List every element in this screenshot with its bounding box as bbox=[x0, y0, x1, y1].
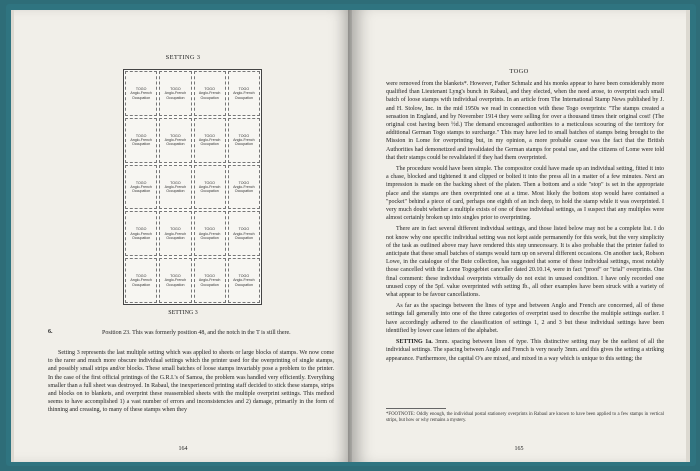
stamp-overprint-line: Anglo-French bbox=[164, 91, 187, 96]
stamp-overprint-line: TOGO bbox=[238, 87, 250, 92]
stamp-overprint-line: Occupation bbox=[132, 189, 151, 194]
right-paragraph-1: were removed from the blankets*. However, Father Schmalz and his monks appear to have been considerably more qualified than Lieutenant Lyng's bunch in Rabaul, and they elected, when the need arose, to overprint each small batch of loose stamps with individual overprints. In an article from The International Stamp News published by J. and H. Stolow, Inc. in the mid 1950s we read in connection with these Togo overprints: "The stamps created a sensation in England, and by November 1914 they were selling for over a thousand times their original cost! (The original cost having been ½d.) The demand encouraged authorities to a meticulous scouring of the territory for additional German Togo stamps to surcharge." This may have led to small batches of stamps being brought to the Mission in Lome for overprinting but, in my opinion, a more probable cause was the fact that the British Authorities had demonetized and invalidated the German stamps for postal use, and the citizens of Lome were told that their stamps could be revalidated if they had them overprinted. bbox=[386, 81, 664, 161]
stamp bbox=[125, 165, 157, 210]
left-page-number: 164 bbox=[178, 446, 188, 452]
stamp-overprint-line: Anglo-French bbox=[233, 278, 255, 283]
stamp-overprint-line: Occupation bbox=[166, 95, 185, 100]
stamp-overprint-line: Occupation bbox=[166, 235, 185, 240]
stamp-overprint-line: Anglo-French bbox=[198, 231, 221, 236]
stamp-overprint-line: Anglo-French bbox=[233, 138, 255, 143]
stamp bbox=[228, 71, 260, 116]
stamp bbox=[125, 71, 157, 116]
stamp-overprint-line: TOGO bbox=[238, 227, 250, 232]
stamp-overprint-line: Occupation bbox=[132, 142, 151, 147]
stamp-overprint-line: Anglo-French bbox=[233, 91, 255, 96]
stamp-overprint-line: TOGO bbox=[135, 133, 147, 138]
left-paragraph: Setting 3 represents the last multiple setting which was applied to sheets or large blocks of stamps. We now come to the rarer and much more obscure individual settings which the printer used for the overprinting of single stamps, and possibly small strips and/or blocks. These small batches of loose stamps invariably pose a problem to the printer. In the case of the first official printings of the G.R.I.'s of Samoa, the problem was handled very efficiently. Everything smaller than a full sheet was destroyed. In Rabaul, the inexperienced printing staff decided to stick these stamps, strips and blocks on to blankets, and overprint these reassembled sheets with the multiple overprint settings. This method seems to have accomplished 1) a vast number of errors and inconsistencies and 2) damage, primarily in the form of thinning and creasing, to many of these stamps when they bbox=[48, 350, 334, 414]
right-page-edges bbox=[686, 10, 690, 462]
stamp bbox=[228, 258, 260, 303]
stamp-overprint-line: Occupation bbox=[200, 282, 219, 287]
stamp bbox=[125, 211, 157, 256]
stamp-overprint-line: Anglo-French bbox=[164, 138, 187, 143]
right-paragraph-3: There are in fact several different individual settings, and those listed below may not be a complete list. I do not know why one specific individual setting was not kept aside permanently for this work, but the very simplicity of the task as outlined above may have rendered this step unnecessary. It is also probable that the printer failed to anticipate that these small batches of stamps would turn up on several different occasions. On another tack, Robson Lowe, in the catalogue of the Bute collection, has suggested that some of these individual settings, most notably those cancelled with the Lome Togogebiet canceller dated 20.10.14, were in fact "proof" or "trial" overprints. One final comment: these individual overprints virtually do not exist in unused condition. I have only recorded one unused copy of the 5pf. value overprinted with setting Ib., all other examples have been struck with a variety of what appear to be favour cancellations. bbox=[386, 226, 664, 299]
stamp-overprint-line: Anglo-French bbox=[198, 278, 221, 283]
footnote-rule bbox=[386, 408, 446, 409]
stamp-overprint-line: Anglo-French bbox=[198, 91, 221, 96]
stamp-overprint-line: Occupation bbox=[200, 189, 219, 194]
stamp-overprint-line: Occupation bbox=[200, 95, 219, 100]
stamp-overprint-line: Occupation bbox=[234, 189, 253, 194]
right-page bbox=[352, 10, 686, 462]
right-page-header: TOGO bbox=[509, 68, 529, 75]
stamp bbox=[194, 165, 226, 210]
stamp-overprint-line: TOGO bbox=[204, 87, 215, 92]
stamp bbox=[194, 211, 226, 256]
left-body-text bbox=[48, 349, 334, 418]
stamp-overprint-line: Anglo-French bbox=[130, 184, 152, 189]
setting-text: 3mm. spacing between lines of type. This distinctive setting may be the earliest of all the individual settings. The spacing between Anglo and French is very nearly 3mm. and this gives the setting a striking appearance. Furthermore, the capital O's are mixed, and mixed in a way which is unique to this setting; the bbox=[386, 339, 665, 362]
stamp-overprint-line: Anglo-French bbox=[164, 278, 187, 283]
stamp-overprint-line: TOGO bbox=[135, 227, 147, 232]
item-number: 6. bbox=[48, 329, 53, 335]
footnote: *FOOTNOTE: Oddly enough, the individual postal stationery overprints in Rabaul are known to have been applied to a few stamps in vertical strips, but how or why remains a mystery. bbox=[386, 412, 664, 423]
stamp-overprint-line: Anglo-French bbox=[198, 138, 221, 143]
stamp-overprint-line: Anglo-French bbox=[130, 278, 152, 283]
stamp-overprint-line: Occupation bbox=[200, 235, 219, 240]
left-page-header: SETTING 3 bbox=[165, 54, 201, 61]
stamp bbox=[159, 165, 191, 210]
stamp-overprint-line: TOGO bbox=[204, 180, 215, 185]
left-page bbox=[14, 10, 352, 462]
stamp bbox=[228, 165, 260, 210]
stamp-overprint-line: Occupation bbox=[132, 235, 151, 240]
stamp bbox=[194, 258, 226, 303]
stamp-overprint-line: TOGO bbox=[204, 133, 215, 138]
stamp-overprint-line: TOGO bbox=[135, 274, 147, 279]
stamp-overprint-line: TOGO bbox=[204, 227, 215, 232]
stamp-overprint-line: Occupation bbox=[132, 95, 151, 100]
stamp-overprint-line: TOGO bbox=[135, 180, 147, 185]
stamp-overprint-line: Anglo-French bbox=[164, 184, 187, 189]
stamp-overprint-line: Occupation bbox=[166, 142, 185, 147]
item-text: Position 23. This was formerly position 48, and the notch in the T is still there. bbox=[102, 330, 291, 336]
stamp-overprint-line: Occupation bbox=[234, 95, 253, 100]
stamp-overprint-line: TOGO bbox=[238, 180, 250, 185]
stamp bbox=[125, 118, 157, 163]
stamp bbox=[194, 118, 226, 163]
stamp bbox=[228, 211, 260, 256]
right-paragraph-2: The procedure would have been simple. The compositor could have made up an individual setting, fitted it into a chase, blocked and tightened it and clipped or bolted it into the press all in a matter of a few minutes. Next an impression is made on the backing sheet of the platen. Then a bottom and a side "stop" is set in the appropriate place and the stamps are then overprinted one at a time. Most likely the bottom stop would have contained a "pocket" behind a piece of card, perhaps one eighth of an inch deep, to hold the stamp while it was overprinted. I very much doubt whether a multiple exists of one of these individual settings, as I suspect that any multiples were almost certainly broken up into singles prior to overprinting. bbox=[386, 166, 664, 222]
stamp-overprint-line: Occupation bbox=[166, 282, 185, 287]
figure-caption: SETTING 3 bbox=[168, 310, 198, 316]
stamp bbox=[159, 71, 191, 116]
stamp-overprint-line: Anglo-French bbox=[130, 91, 152, 96]
stamp-overprint-line: Anglo-French bbox=[164, 231, 187, 236]
stamp-overprint-line: TOGO bbox=[170, 227, 181, 232]
stamp-overprint-line: Anglo-French bbox=[130, 138, 152, 143]
stamp bbox=[159, 211, 191, 256]
stamp bbox=[228, 118, 260, 163]
stamp-overprint-line: Occupation bbox=[200, 142, 219, 147]
stamp bbox=[194, 71, 226, 116]
stamp-overprint-line: TOGO bbox=[170, 87, 181, 92]
stamp-overprint-line: Occupation bbox=[234, 235, 253, 240]
stamp bbox=[125, 258, 157, 303]
stamp-overprint-line: Anglo-French bbox=[233, 184, 255, 189]
stamp-overprint-line: TOGO bbox=[135, 87, 147, 92]
right-page-number: 165 bbox=[514, 446, 524, 452]
stamp-overprint-line: TOGO bbox=[238, 274, 250, 279]
stamp bbox=[159, 258, 191, 303]
stamp-setting-grid bbox=[123, 69, 262, 305]
stamp-overprint-line: TOGO bbox=[170, 180, 181, 185]
stamp bbox=[159, 118, 191, 163]
right-body-text bbox=[386, 80, 664, 366]
stamp-overprint-line: TOGO bbox=[170, 133, 181, 138]
stamp-overprint-line: Anglo-French bbox=[130, 231, 152, 236]
stamp-overprint-line: Anglo-French bbox=[233, 231, 255, 236]
stamp-overprint-line: TOGO bbox=[170, 274, 181, 279]
stamp-overprint-line: Occupation bbox=[234, 142, 253, 147]
stamp-overprint-line: TOGO bbox=[238, 133, 250, 138]
right-paragraph-4: As far as the spacings between the lines of type and between Anglo and French are concerned, all of these settings fall generally into one of the three categories of overprint used to describe the multiple settings earlier. I have accordingly adhered to the classification of settings 1, 2 and 3 but these individual settings have been identified by lower case letters of the alphabet. bbox=[386, 303, 664, 334]
stamp-overprint-line: Occupation bbox=[234, 282, 253, 287]
stamp-overprint-line: Anglo-French bbox=[198, 184, 221, 189]
stamp-overprint-line: Occupation bbox=[166, 189, 185, 194]
setting-heading: SETTING 1a. bbox=[396, 339, 433, 346]
stamp-overprint-line: Occupation bbox=[132, 282, 151, 287]
stamp-overprint-line: TOGO bbox=[204, 274, 215, 279]
